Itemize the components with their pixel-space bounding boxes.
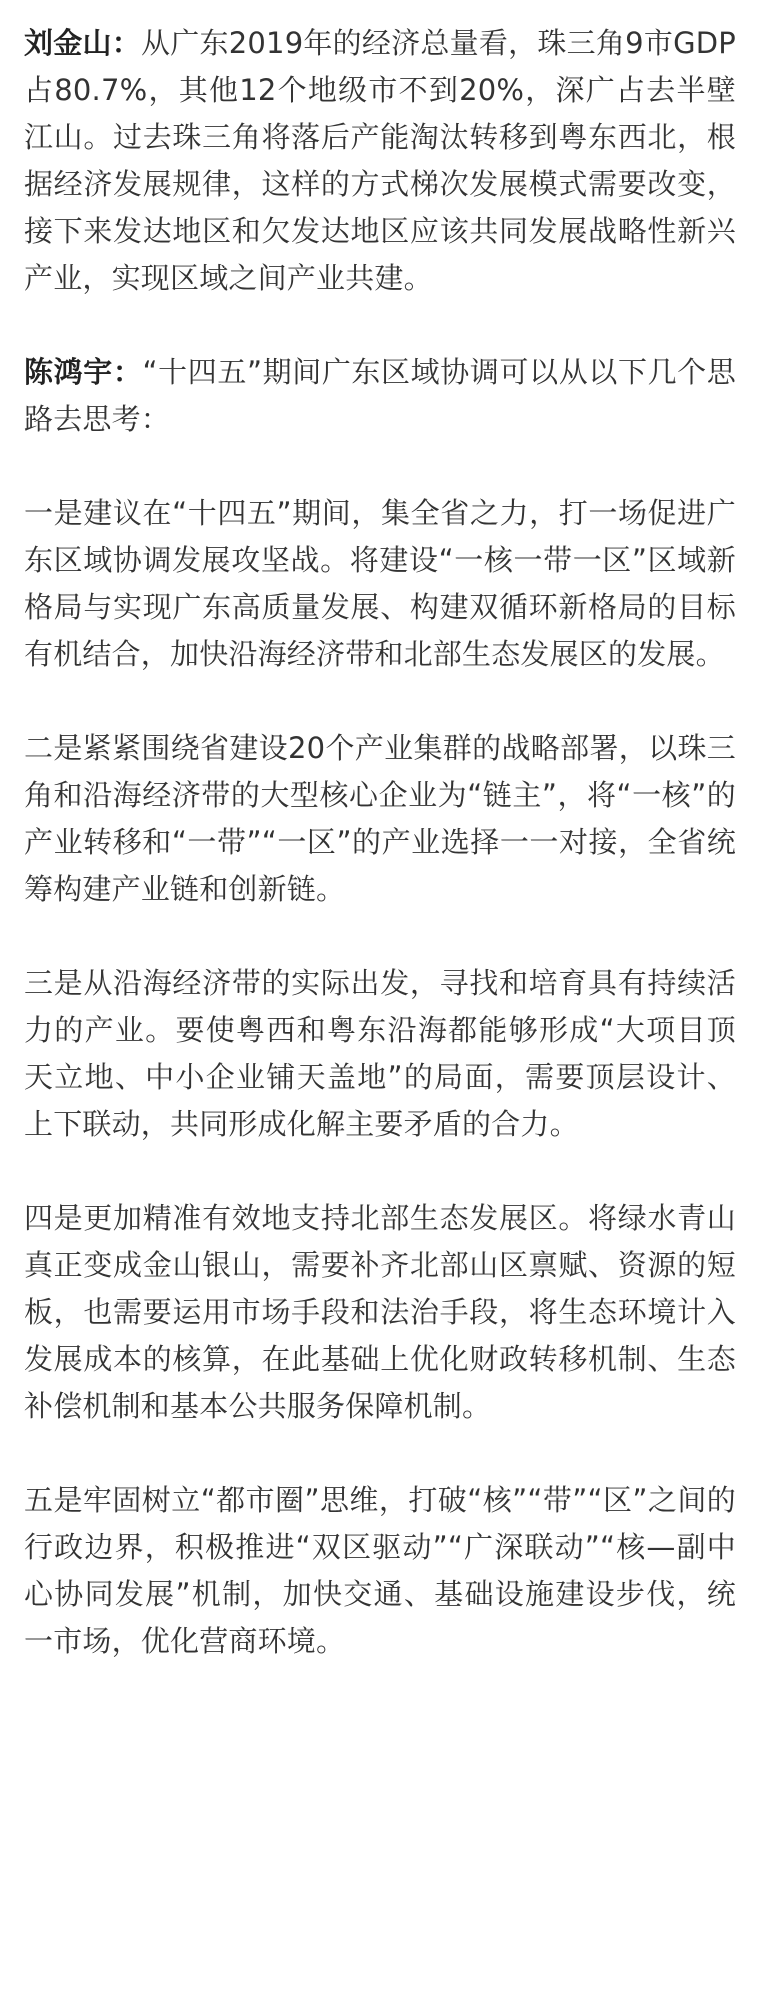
paragraph-point-1: 一是建议在“十四五”期间，集全省之力，打一场促进广东区域协调发展攻坚战。将建设“一核一带一区”区域新格局与实现广东高质量发展、构建双循环新格局的目标有机结合，加快沿海经济带和北部生态发展区的发展。: [24, 496, 736, 671]
paragraph-point-4: 四是更加精准有效地支持北部生态发展区。将绿水青山真正变成金山银山，需要补齐北部山区禀赋、资源的短板，也需要运用市场手段和法治手段，将生态环境计入发展成本的核算，在此基础上优化财政转移机制、生态补偿机制和基本公共服务保障机制。: [24, 1201, 736, 1423]
paragraph-text: 从广东2019年的经济总量看，珠三角9市GDP占80.7%，其他12个地级市不到20%，深广占去半壁江山。过去珠三角将落后产能淘汰转移到粤东西北，根据经济发展规律，这样的方式梯次发展模式需要改变，接下来发达地区和欠发达地区应该共同发展战略性新兴产业，实现区域之间产业共建。: [24, 26, 736, 295]
paragraph-point-3: 三是从沿海经济带的实际出发，寻找和培育具有持续活力的产业。要使粤西和粤东沿海都能够形成“大项目顶天立地、中小企业铺天盖地”的局面，需要顶层设计、上下联动，共同形成化解主要矛盾的合力。: [24, 966, 736, 1141]
speaker-name: 陈鸿宇：: [24, 355, 143, 389]
paragraph-chen-hongyu: [24, 349, 736, 443]
paragraph-point-5: 五是牢固树立“都市圈”思维，打破“核”“带”“区”之间的行政边界，积极推进“双区驱动”“广深联动”“核—副中心协同发展”机制，加快交通、基础设施建设步伐，统一市场，优化营商环境。: [24, 1483, 736, 1658]
paragraph-point-2: 二是紧紧围绕省建设20个产业集群的战略部署，以珠三角和沿海经济带的大型核心企业为“链主”，将“一核”的产业转移和“一带”“一区”的产业选择一一对接，全省统筹构建产业链和创新链。: [24, 731, 736, 906]
article-body: [24, 20, 736, 1665]
paragraph-text: “十四五”期间广东区域协调可以从以下几个思路去思考：: [24, 355, 736, 436]
paragraph-liu-jinshan: [24, 20, 736, 302]
speaker-name: 刘金山：: [24, 26, 141, 60]
